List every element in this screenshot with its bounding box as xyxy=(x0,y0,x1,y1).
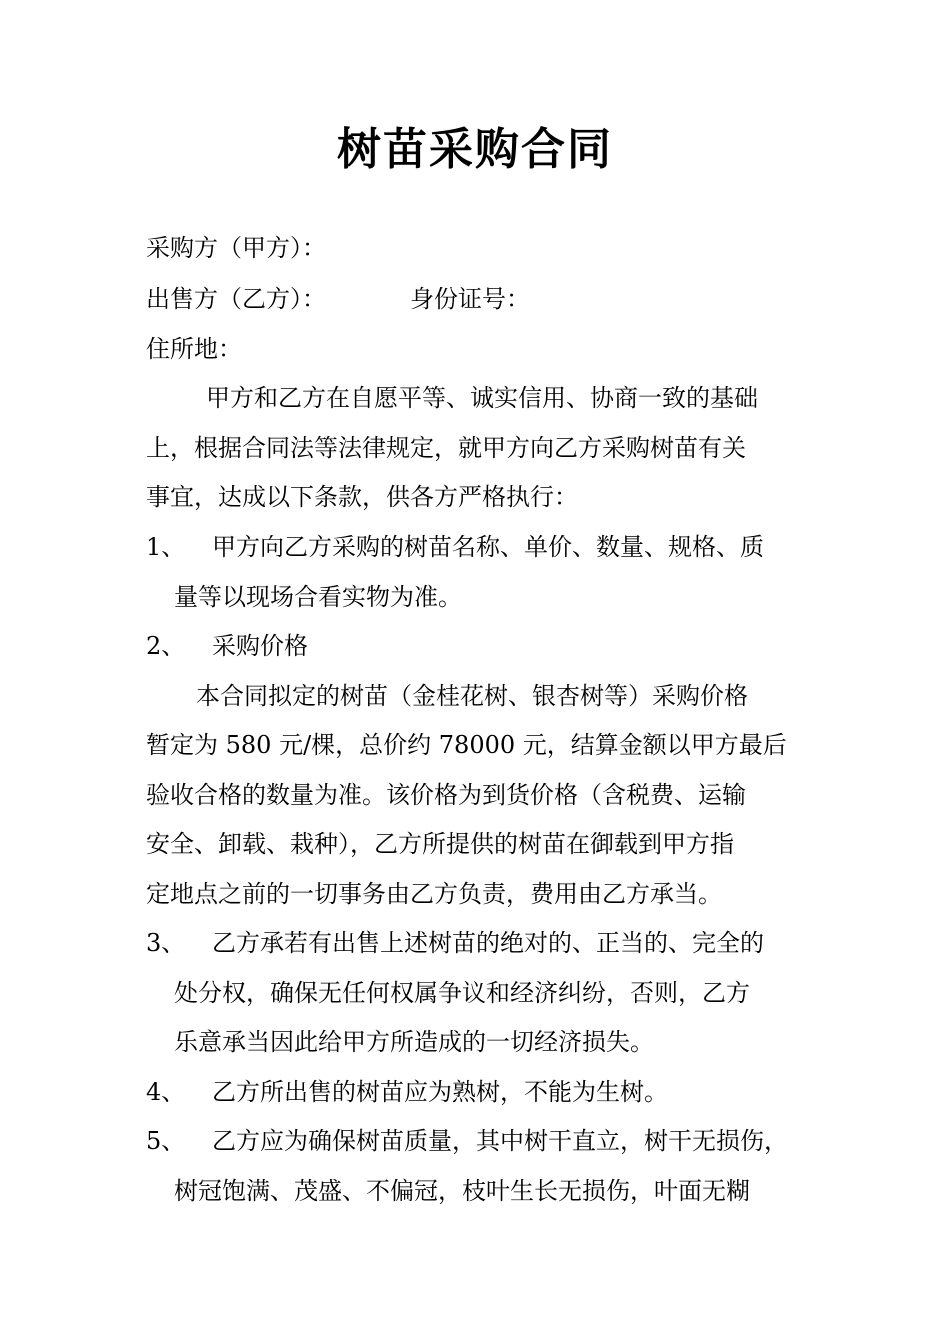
clause-text: 乙方所出售的树苗应为熟树，不能为生树。 xyxy=(212,1078,668,1106)
address-line xyxy=(146,332,242,366)
price-line: 定地点之前的一切事务由乙方负责，费用由乙方承当。 xyxy=(146,880,722,908)
clause-number: 1、 xyxy=(146,533,186,561)
id-number-label: 身份证号： xyxy=(410,285,530,313)
intro-line: 事宜，达成以下条款，供各方严格执行： xyxy=(146,483,578,511)
clause-text: 甲方向乙方采购的树苗名称、单价、数量、规格、质 xyxy=(212,533,764,561)
clause-3-cont: 乐意承当因此给甲方所造成的一切经济损失。 xyxy=(174,1028,654,1056)
clause-4 xyxy=(146,1075,668,1109)
clause-5 xyxy=(146,1124,788,1158)
seller-line xyxy=(146,282,530,316)
clause-number: 4、 xyxy=(146,1078,186,1106)
intro-line: 甲方和乙方在自愿平等、诚实信用、协商一致的基础 xyxy=(206,384,758,412)
clause-3 xyxy=(146,926,764,960)
clause-1-cont: 量等以现场合看实物为准。 xyxy=(174,583,462,611)
buyer-line xyxy=(146,231,326,265)
clause-2 xyxy=(146,629,308,663)
contract-title: 树苗采购合同 xyxy=(337,124,613,175)
address-label: 住所地： xyxy=(146,335,242,363)
price-line: 安全、卸载、栽种），乙方所提供的树苗在御载到甲方指 xyxy=(146,830,734,858)
clause-5-cont: 树冠饱满、茂盛、不偏冠，枝叶生长无损伤，叶面无糊 xyxy=(174,1177,750,1205)
intro-line: 上，根据合同法等法律规定，就甲方向乙方采购树苗有关 xyxy=(146,434,746,462)
clause-text: 采购价格 xyxy=(212,632,308,660)
clause-number: 3、 xyxy=(146,929,186,957)
clause-1 xyxy=(146,530,764,564)
clause-text: 乙方承若有出售上述树苗的绝对的、正当的、完全的 xyxy=(212,929,764,957)
seller-label: 出售方（乙方）： xyxy=(146,285,326,313)
clause-3-cont: 处分权，确保无任何权属争议和经济纠纷，否则，乙方 xyxy=(174,979,750,1007)
clause-number: 5、 xyxy=(146,1127,186,1155)
buyer-label: 采购方（甲方）： xyxy=(146,234,326,262)
price-line: 暂定为 580 元/棵，总价约 78000 元，结算金额以甲方最后 xyxy=(146,731,787,759)
price-line: 本合同拟定的树苗（金桂花树、银杏树等）采购价格 xyxy=(196,682,748,710)
clause-number: 2、 xyxy=(146,632,186,660)
price-line: 验收合格的数量为准。该价格为到货价格（含税费、运输 xyxy=(146,781,746,809)
clause-text: 乙方应为确保树苗质量，其中树干直立，树干无损伤， xyxy=(212,1127,788,1155)
